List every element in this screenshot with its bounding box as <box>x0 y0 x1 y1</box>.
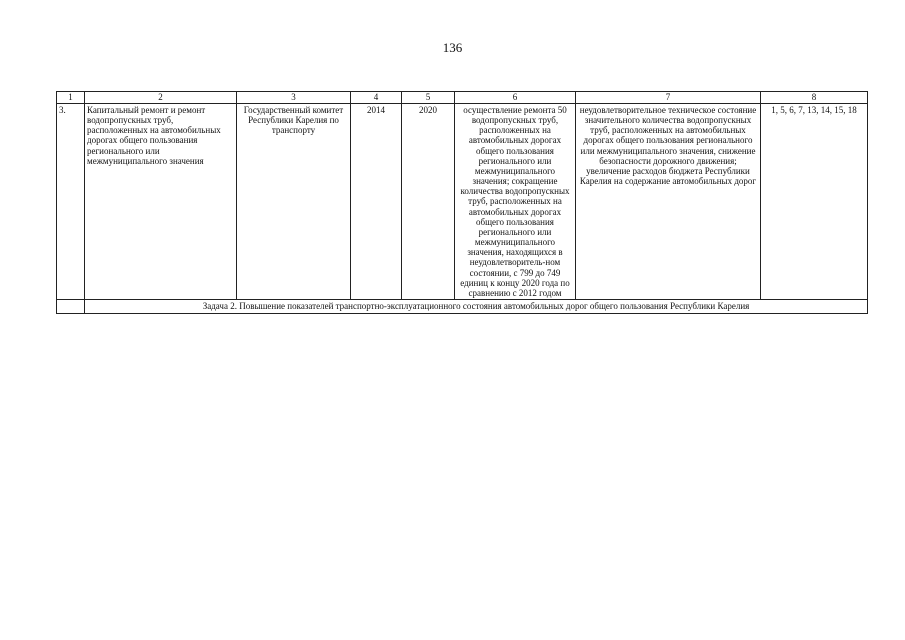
executor-cell: Государственный комитет Республики Карелия по транспорту <box>237 104 351 300</box>
header-cell-6: 6 <box>455 92 576 104</box>
start-year-cell: 2014 <box>351 104 402 300</box>
task-title-cell: Задача 2. Повышение показателей транспортно-эксплуатационного состояния автомобильных дорог общего пользования Республики Карелия <box>85 299 868 313</box>
task-row <box>57 299 868 313</box>
measure-name-cell: Капитальный ремонт и ремонт водопропускных труб, расположенных на автомобильных дорогах общего пользования регионального или межмуниципального значения <box>85 104 237 300</box>
header-cell-8: 8 <box>761 92 868 104</box>
header-cell-1: 1 <box>57 92 85 104</box>
header-cell-7: 7 <box>576 92 761 104</box>
consequences-cell: неудовлетворительное техническое состояние значительного количества водопропускных труб, расположенных на автомобильных дорогах общего пользования регионального или межмуниципального значения, снижение безопасности дорожного движения; увеличение расходов бюджета Республики Карелия на содержание автомобильных дорог <box>576 104 761 300</box>
indicators-cell: 1, 5, 6, 7, 13, 14, 15, 18 <box>761 104 868 300</box>
table-header-row <box>57 92 868 104</box>
header-cell-3: 3 <box>237 92 351 104</box>
header-cell-4: 4 <box>351 92 402 104</box>
page-number: 136 <box>442 40 463 55</box>
table-row <box>57 104 868 300</box>
program-table <box>56 91 868 314</box>
header-cell-2: 2 <box>85 92 237 104</box>
expected-result-cell: осуществление ремонта 50 водопропускных труб, расположенных на автомобильных дорогах общего пользования регионального или межмуниципального значения; сокращение количества водопропускных труб, расположенных на автомобильных дорогах общего пользования регионального или межмуниципального значения, находящихся в неудовлетворитель-ном состоянии, с 799 до 749 единиц к концу 2020 года по сравнению с 2012 годом <box>455 104 576 300</box>
row-number-cell: 3. <box>57 104 85 300</box>
header-cell-5: 5 <box>402 92 455 104</box>
task-row-number-cell <box>57 299 85 313</box>
end-year-cell: 2020 <box>402 104 455 300</box>
